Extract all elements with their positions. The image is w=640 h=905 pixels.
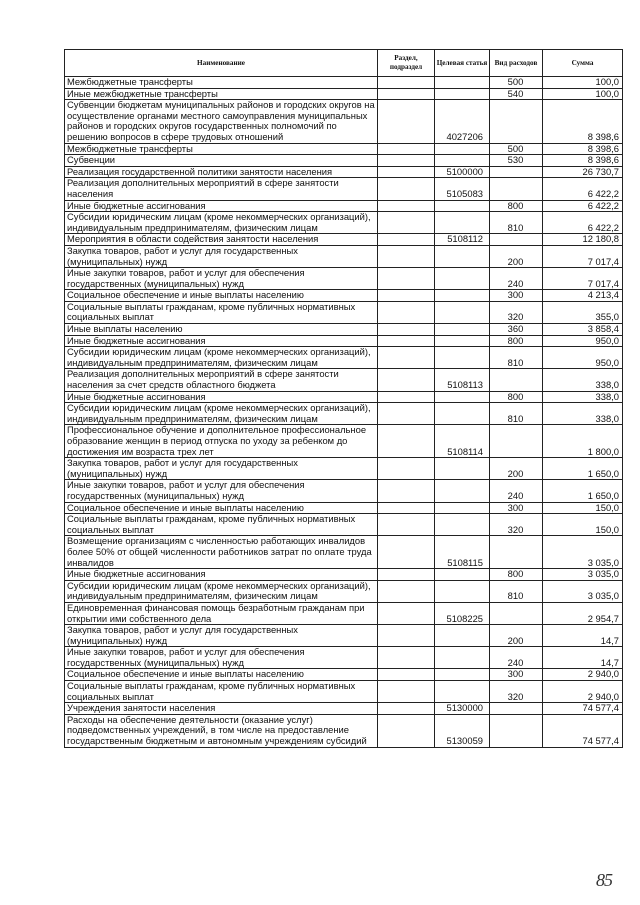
row-section	[378, 245, 435, 267]
row-expense-type: 500	[490, 77, 543, 89]
row-section	[378, 155, 435, 167]
row-target	[435, 681, 490, 703]
row-expense-type: 200	[490, 245, 543, 267]
row-amount: 74 577,4	[543, 703, 623, 715]
row-name: Иные закупки товаров, работ и услуг для обеспечения государственных (муниципальных) нужд	[65, 647, 378, 669]
row-amount: 3 035,0	[543, 580, 623, 602]
row-target	[435, 155, 490, 167]
row-section	[378, 290, 435, 302]
row-name: Закупка товаров, работ и услуг для государственных (муниципальных) нужд	[65, 625, 378, 647]
page-number: 85	[596, 870, 612, 890]
row-amount: 2 940,0	[543, 681, 623, 703]
table-row	[65, 514, 623, 536]
table-row	[65, 347, 623, 369]
table-row	[65, 155, 623, 167]
table-row	[65, 88, 623, 100]
row-name: Иные бюджетные ассигнования	[65, 569, 378, 581]
row-expense-type: 240	[490, 268, 543, 290]
header-target: Целевая статья	[435, 50, 490, 77]
row-amount: 2 954,7	[543, 602, 623, 624]
table-row	[65, 502, 623, 514]
table-row	[65, 100, 623, 143]
row-name: Иные выплаты населению	[65, 324, 378, 336]
row-expense-type: 810	[490, 347, 543, 369]
row-section	[378, 200, 435, 212]
row-name: Социальное обеспечение и иные выплаты населению	[65, 669, 378, 681]
row-name: Межбюджетные трансферты	[65, 77, 378, 89]
table-row	[65, 200, 623, 212]
row-name: Реализация дополнительных мероприятий в сфере занятости населения	[65, 178, 378, 200]
row-name: Социальные выплаты гражданам, кроме публичных нормативных социальных выплат	[65, 514, 378, 536]
row-target	[435, 301, 490, 323]
row-amount: 7 017,4	[543, 245, 623, 267]
row-expense-type: 800	[490, 335, 543, 347]
row-expense-type: 800	[490, 391, 543, 403]
table-header	[65, 50, 623, 77]
row-expense-type: 540	[490, 88, 543, 100]
row-amount: 7 017,4	[543, 268, 623, 290]
row-name: Субвенции	[65, 155, 378, 167]
row-target: 5108112	[435, 234, 490, 246]
row-section	[378, 580, 435, 602]
row-amount: 6 422,2	[543, 178, 623, 200]
row-target	[435, 580, 490, 602]
row-expense-type: 240	[490, 647, 543, 669]
row-section	[378, 166, 435, 178]
row-name: Иные закупки товаров, работ и услуг для обеспечения государственных (муниципальных) нужд	[65, 268, 378, 290]
row-amount: 100,0	[543, 77, 623, 89]
row-name: Субсидии юридическим лицам (кроме некоммерческих организаций), индивидуальным предпринимателям, физическим лицам	[65, 212, 378, 234]
row-amount: 14,7	[543, 647, 623, 669]
row-section	[378, 391, 435, 403]
row-amount: 8 398,6	[543, 155, 623, 167]
row-expense-type	[490, 536, 543, 569]
row-section	[378, 514, 435, 536]
row-amount: 74 577,4	[543, 714, 623, 747]
header-name: Наименование	[65, 50, 378, 77]
row-name: Реализация дополнительных мероприятий в сфере занятости населения за счет средств областного бюджета	[65, 369, 378, 391]
row-name: Мероприятия в области содействия занятости населения	[65, 234, 378, 246]
row-target: 5108115	[435, 536, 490, 569]
row-amount: 950,0	[543, 347, 623, 369]
row-section	[378, 502, 435, 514]
table-row	[65, 391, 623, 403]
row-expense-type: 810	[490, 403, 543, 425]
table-row	[65, 714, 623, 747]
row-expense-type	[490, 166, 543, 178]
row-amount: 4 213,4	[543, 290, 623, 302]
row-target: 5105083	[435, 178, 490, 200]
row-target: 5108114	[435, 425, 490, 458]
row-section	[378, 425, 435, 458]
row-expense-type: 810	[490, 580, 543, 602]
row-target	[435, 268, 490, 290]
row-name: Социальные выплаты гражданам, кроме публичных нормативных социальных выплат	[65, 681, 378, 703]
table-row	[65, 268, 623, 290]
row-name: Социальные выплаты гражданам, кроме публичных нормативных социальных выплат	[65, 301, 378, 323]
row-expense-type: 300	[490, 502, 543, 514]
row-amount: 6 422,2	[543, 212, 623, 234]
table-row	[65, 625, 623, 647]
row-expense-type	[490, 100, 543, 143]
row-section	[378, 268, 435, 290]
row-expense-type: 240	[490, 480, 543, 502]
row-amount: 3 858,4	[543, 324, 623, 336]
row-section	[378, 324, 435, 336]
table-row	[65, 480, 623, 502]
row-amount: 355,0	[543, 301, 623, 323]
row-expense-type: 800	[490, 569, 543, 581]
table-row	[65, 458, 623, 480]
row-target: 5108113	[435, 369, 490, 391]
row-expense-type: 360	[490, 324, 543, 336]
row-target: 5100000	[435, 166, 490, 178]
row-target	[435, 88, 490, 100]
row-amount: 1 650,0	[543, 458, 623, 480]
row-target	[435, 212, 490, 234]
row-expense-type	[490, 369, 543, 391]
row-amount: 6 422,2	[543, 200, 623, 212]
row-name: Субсидии юридическим лицам (кроме некоммерческих организаций), индивидуальным предпринимателям, физическим лицам	[65, 580, 378, 602]
row-expense-type: 320	[490, 301, 543, 323]
row-expense-type: 500	[490, 143, 543, 155]
row-name: Закупка товаров, работ и услуг для государственных (муниципальных) нужд	[65, 458, 378, 480]
table-row	[65, 335, 623, 347]
table-row	[65, 166, 623, 178]
row-section	[378, 458, 435, 480]
row-amount: 338,0	[543, 391, 623, 403]
row-section	[378, 178, 435, 200]
row-section	[378, 480, 435, 502]
row-expense-type	[490, 714, 543, 747]
row-target	[435, 625, 490, 647]
row-expense-type: 800	[490, 200, 543, 212]
row-name: Закупка товаров, работ и услуг для государственных (муниципальных) нужд	[65, 245, 378, 267]
row-expense-type: 200	[490, 625, 543, 647]
table-row	[65, 569, 623, 581]
row-target: 5130000	[435, 703, 490, 715]
row-expense-type: 320	[490, 681, 543, 703]
row-name: Иные бюджетные ассигнования	[65, 200, 378, 212]
row-section	[378, 77, 435, 89]
table-row	[65, 681, 623, 703]
row-section	[378, 669, 435, 681]
row-expense-type: 530	[490, 155, 543, 167]
row-name: Реализация государственной политики занятости населения	[65, 166, 378, 178]
row-target: 5108225	[435, 602, 490, 624]
row-name: Субвенции бюджетам муниципальных районов и городских округов на осуществление органами местного самоуправления муниципальных районов и городских округов государственных полномочий по решению вопросов в сфере трудовых отношений	[65, 100, 378, 143]
row-section	[378, 212, 435, 234]
header-section: Раздел, подраздел	[378, 50, 435, 77]
row-amount: 2 940,0	[543, 669, 623, 681]
table-row	[65, 403, 623, 425]
row-expense-type	[490, 425, 543, 458]
row-name: Возмещение организациям с численностью работающих инвалидов более 50% от общей численности работников затрат по оплате труда инвалидов	[65, 536, 378, 569]
row-target	[435, 391, 490, 403]
table-row	[65, 536, 623, 569]
table-row	[65, 703, 623, 715]
row-name: Единовременная финансовая помощь безработным гражданам при открытии ими собственного дела	[65, 602, 378, 624]
row-name: Межбюджетные трансферты	[65, 143, 378, 155]
table-row	[65, 369, 623, 391]
row-amount: 3 035,0	[543, 536, 623, 569]
row-name: Профессиональное обучение и дополнительное профессиональное образование женщин в период отпуска по уходу за ребенком до достижения им возраста трех лет	[65, 425, 378, 458]
row-target	[435, 347, 490, 369]
row-section	[378, 703, 435, 715]
row-target	[435, 647, 490, 669]
row-expense-type	[490, 234, 543, 246]
row-section	[378, 301, 435, 323]
table-row	[65, 290, 623, 302]
row-section	[378, 681, 435, 703]
table-row	[65, 425, 623, 458]
row-target	[435, 502, 490, 514]
row-amount: 1 800,0	[543, 425, 623, 458]
table-row	[65, 580, 623, 602]
table-row	[65, 212, 623, 234]
row-section	[378, 335, 435, 347]
table-row	[65, 234, 623, 246]
row-section	[378, 369, 435, 391]
row-target	[435, 143, 490, 155]
row-target	[435, 77, 490, 89]
row-target: 5130059	[435, 714, 490, 747]
row-target	[435, 458, 490, 480]
row-expense-type	[490, 602, 543, 624]
row-amount: 150,0	[543, 514, 623, 536]
header-amount: Сумма	[543, 50, 623, 77]
row-expense-type: 300	[490, 669, 543, 681]
row-amount: 338,0	[543, 403, 623, 425]
row-section	[378, 100, 435, 143]
row-expense-type: 300	[490, 290, 543, 302]
header-expense-type: Вид расходов	[490, 50, 543, 77]
row-amount: 338,0	[543, 369, 623, 391]
row-expense-type: 320	[490, 514, 543, 536]
row-amount: 950,0	[543, 335, 623, 347]
row-name: Расходы на обеспечение деятельности (оказание услуг) подведомственных учреждений, в том числе на предоставление государственным бюджетным и автономным учреждениям субсидий	[65, 714, 378, 747]
row-section	[378, 88, 435, 100]
row-target	[435, 403, 490, 425]
row-section	[378, 143, 435, 155]
row-section	[378, 602, 435, 624]
row-name: Субсидии юридическим лицам (кроме некоммерческих организаций), индивидуальным предпринимателям, физическим лицам	[65, 403, 378, 425]
table-row	[65, 669, 623, 681]
row-amount: 12 180,8	[543, 234, 623, 246]
table-row	[65, 301, 623, 323]
budget-table	[64, 49, 623, 748]
row-expense-type	[490, 703, 543, 715]
row-section	[378, 625, 435, 647]
row-target	[435, 669, 490, 681]
row-target	[435, 200, 490, 212]
row-expense-type: 200	[490, 458, 543, 480]
row-section	[378, 234, 435, 246]
row-section	[378, 569, 435, 581]
table-row	[65, 77, 623, 89]
table-body	[65, 77, 623, 748]
row-name: Иные бюджетные ассигнования	[65, 391, 378, 403]
row-amount: 26 730,7	[543, 166, 623, 178]
row-expense-type	[490, 178, 543, 200]
row-target	[435, 569, 490, 581]
row-name: Учреждения занятости населения	[65, 703, 378, 715]
row-name: Социальное обеспечение и иные выплаты населению	[65, 290, 378, 302]
row-expense-type: 810	[490, 212, 543, 234]
row-amount: 1 650,0	[543, 480, 623, 502]
table-row	[65, 647, 623, 669]
row-name: Иные бюджетные ассигнования	[65, 335, 378, 347]
table-row	[65, 178, 623, 200]
row-amount: 8 398,6	[543, 100, 623, 143]
row-target	[435, 245, 490, 267]
row-amount: 14,7	[543, 625, 623, 647]
row-name: Субсидии юридическим лицам (кроме некоммерческих организаций), индивидуальным предпринимателям, физическим лицам	[65, 347, 378, 369]
row-name: Социальное обеспечение и иные выплаты населению	[65, 502, 378, 514]
row-target	[435, 324, 490, 336]
row-section	[378, 714, 435, 747]
row-section	[378, 403, 435, 425]
row-section	[378, 347, 435, 369]
row-target: 4027206	[435, 100, 490, 143]
row-target	[435, 480, 490, 502]
table-row	[65, 143, 623, 155]
header-row	[65, 50, 623, 77]
row-amount: 3 035,0	[543, 569, 623, 581]
table-row	[65, 602, 623, 624]
row-section	[378, 647, 435, 669]
row-amount: 100,0	[543, 88, 623, 100]
row-target	[435, 514, 490, 536]
row-section	[378, 536, 435, 569]
row-name: Иные межбюджетные трансферты	[65, 88, 378, 100]
table-row	[65, 245, 623, 267]
row-amount: 8 398,6	[543, 143, 623, 155]
row-amount: 150,0	[543, 502, 623, 514]
row-name: Иные закупки товаров, работ и услуг для обеспечения государственных (муниципальных) нужд	[65, 480, 378, 502]
row-target	[435, 290, 490, 302]
table-row	[65, 324, 623, 336]
row-target	[435, 335, 490, 347]
